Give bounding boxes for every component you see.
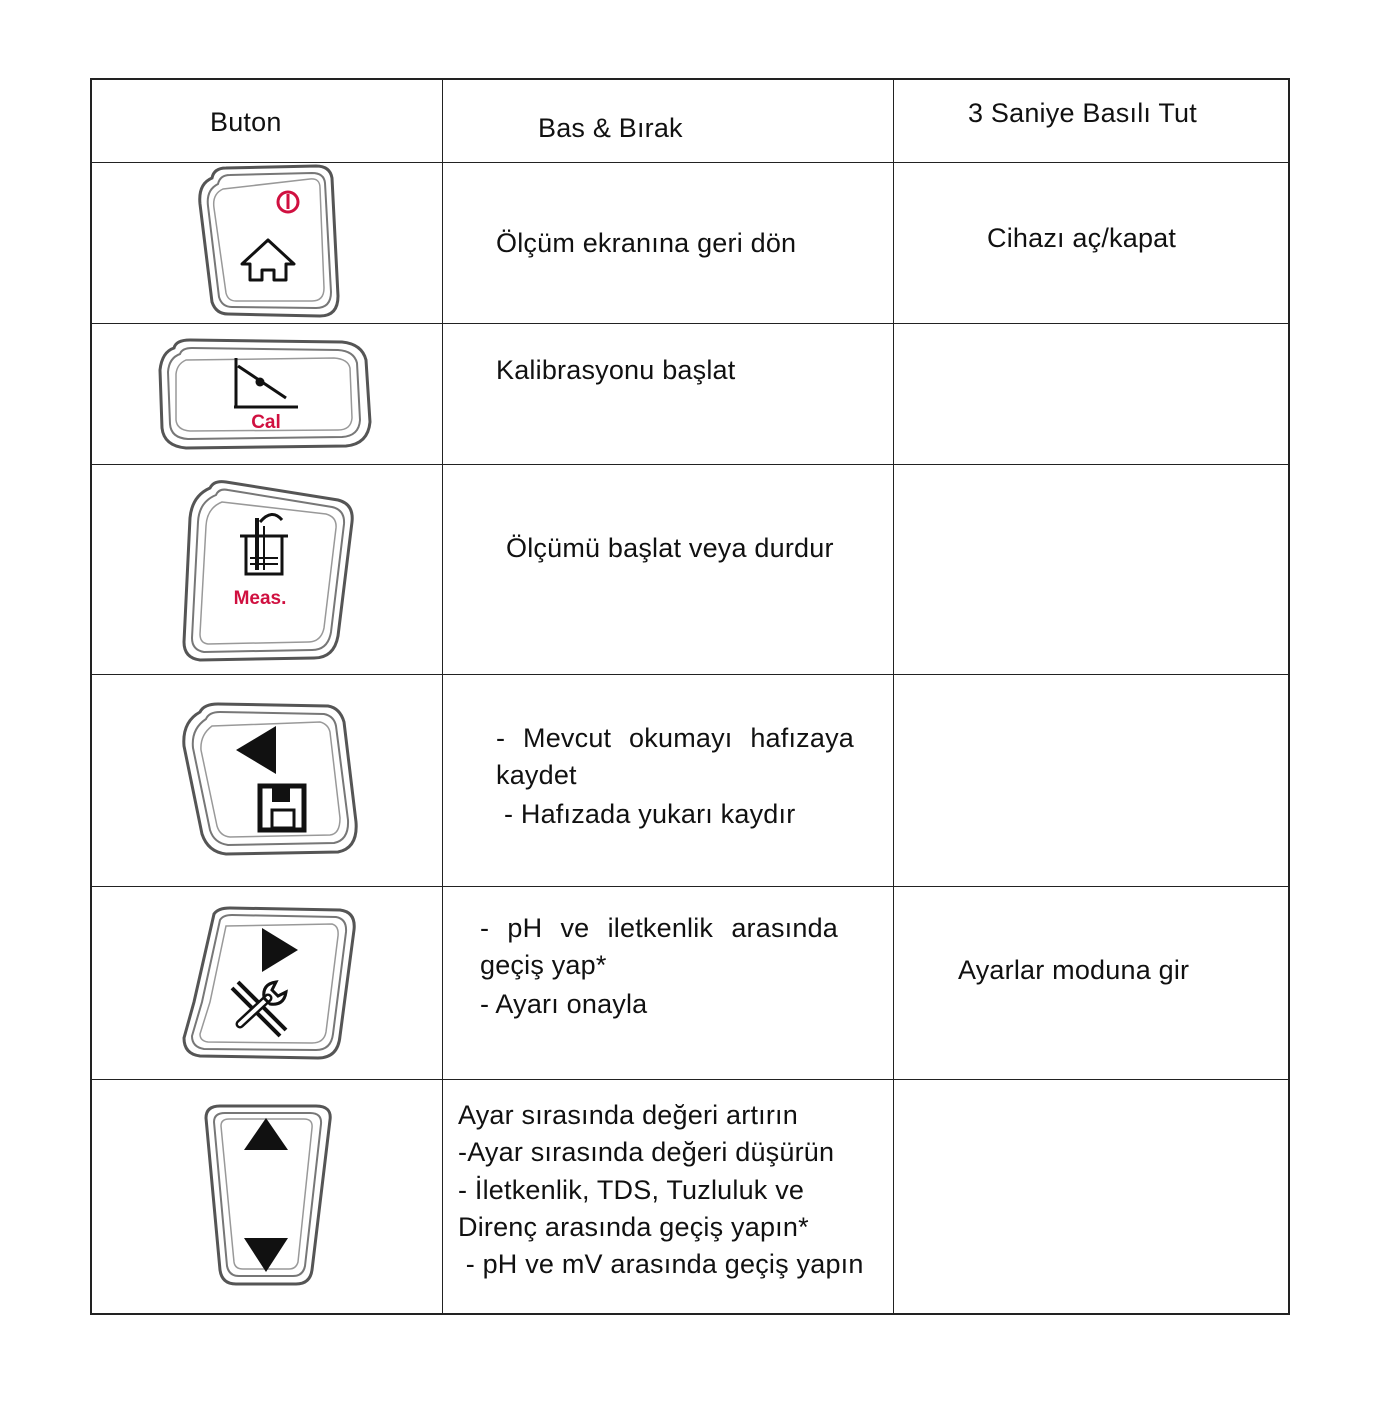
column-divider <box>893 80 894 1313</box>
button-function-table <box>90 78 1290 1315</box>
right-settings-icon <box>180 906 358 1062</box>
power-home-icon <box>192 164 344 322</box>
cal-label: Cal <box>251 412 281 433</box>
row4-press-release-2: - Hafızada yukarı kaydır <box>504 799 796 829</box>
row-divider <box>92 323 1288 324</box>
row3-press-release: Ölçümü başlat veya durdur <box>506 533 834 563</box>
row4-press-release-1: - Mevcut okumayı hafızaya kaydet <box>496 723 854 790</box>
row6-press-release-4: Direnç arasında geçiş yapın* <box>458 1212 809 1242</box>
row5-press-release-1: - pH ve iletkenlik arasında geçiş yap* <box>480 913 838 980</box>
row-divider <box>92 886 1288 887</box>
row-divider <box>92 464 1288 465</box>
row6-press-release-3: - İletkenlik, TDS, Tuzluluk ve <box>458 1175 805 1205</box>
meas-icon <box>180 478 358 664</box>
row1-hold: Cihazı aç/kapat <box>987 223 1177 253</box>
row6-press-release-2: -Ayar sırasında değeri düşürün <box>458 1137 835 1167</box>
row6-press-release-5: - pH ve mV arasında geçiş yapın <box>458 1249 864 1279</box>
header-hold-3s: 3 Saniye Basılı Tut <box>968 98 1197 128</box>
row2-press-release: Kalibrasyonu başlat <box>496 355 736 385</box>
left-save-icon <box>180 702 360 858</box>
header-press-release: Bas & Bırak <box>538 113 683 143</box>
cal-icon <box>156 336 372 454</box>
row5-press-release-2: - Ayarı onayla <box>480 989 648 1019</box>
row5-hold: Ayarlar moduna gir <box>958 955 1190 985</box>
row-divider <box>92 162 1288 163</box>
row-divider <box>92 674 1288 675</box>
header-button: Buton <box>210 107 282 137</box>
row1-press-release: Ölçüm ekranına geri dön <box>496 228 797 258</box>
row6-press-release-1: Ayar sırasında değeri artırın <box>458 1100 798 1130</box>
up-down-icon <box>198 1102 334 1288</box>
meas-label: Meas. <box>233 588 287 609</box>
row-divider <box>92 1079 1288 1080</box>
column-divider <box>442 80 443 1313</box>
